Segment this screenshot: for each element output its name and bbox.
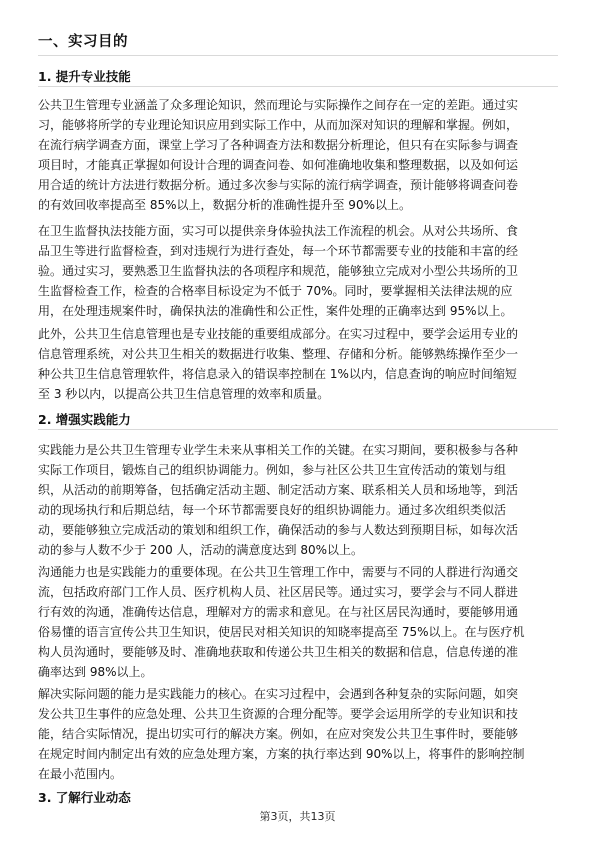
- subsection-divider-1: [38, 86, 558, 87]
- text-line: 用，在处理违规案件时，确保执法的准确性和公正性，案件处理的正确率达到 95%以上。: [38, 304, 513, 318]
- text-line: 俗易懂的语言宣传公共卫生知识，使居民对相关知识的知晓率提高至 75%以上。在与医疗机: [38, 625, 525, 639]
- text-line: 种公共卫生信息管理软件，将信息录入的错误率控制在 1%以内，信息查询的响应时间缩短: [38, 367, 517, 381]
- subsection-title-2: 2. 增强实践能力: [38, 412, 131, 427]
- page-footer: 第3页，共13页: [259, 810, 336, 823]
- text-line: 的有效回收率提高至 85%以上，数据分析的准确性提升至 90%以上。: [38, 198, 411, 212]
- text-line: 用合适的统计方法进行数据分析。通过多次参与实际的流行病学调查，预计能够将调查问卷: [38, 178, 519, 192]
- text-line: 动，要能够独立完成活动的策划和组织工作，确保活动的参与人数达到预期目标，如每次活: [38, 523, 519, 537]
- paragraph-2-2: [38, 562, 562, 682]
- text-line: 实际工作项目，锻炼自己的组织协调能力。例如，参与社区公共卫生宣传活动的策划与组: [38, 463, 507, 477]
- paragraph-2-3: [38, 684, 562, 784]
- text-line: 品卫生等进行监督检查，到对违规行为进行查处，每一个环节都需要专业的技能和丰富的经: [38, 244, 519, 258]
- text-line: 此外，公共卫生信息管理也是专业技能的重要组成部分。在实习过程中，要学会运用专业的: [38, 327, 519, 341]
- text-line: 解决实际问题的能力是实践能力的核心。在实习过程中，会遇到各种复杂的实际问题，如突: [38, 687, 519, 701]
- text-line: 生监督检查工作，检查的合格率目标设定为不低于 70%。同时，要掌握相关法律法规的应: [38, 284, 513, 298]
- text-line: 项目时，才能真正掌握如何设计合理的调查问卷、如何准确地收集和整理数据，以及如何运: [38, 158, 519, 172]
- text-line: 沟通能力也是实践能力的重要体现。在公共卫生管理工作中，需要与不同的人群进行沟通交: [38, 565, 519, 579]
- text-line: 构人员沟通时，要能够及时、准确地获取和传递公共卫生相关的数据和信息，信息传递的准: [38, 645, 519, 659]
- text-line: 动的参与人数不少于 200 人，活动的满意度达到 80%以上。: [38, 543, 364, 557]
- text-line: 织，从活动的前期筹备，包括确定活动主题、制定活动方案、联系相关人员和场地等，到活: [38, 483, 519, 497]
- text-line: 在最小范围内。: [38, 767, 123, 781]
- subsection-divider-2: [38, 429, 558, 430]
- paragraph-1-1: [38, 95, 562, 215]
- heading-divider: [38, 55, 558, 56]
- subsection-title-1: 1. 提升专业技能: [38, 69, 131, 84]
- text-line: 信息管理系统，对公共卫生相关的数据进行收集、整理、存储和分析。能够熟练操作至少一: [38, 347, 519, 361]
- paragraph-1-3: [38, 324, 562, 404]
- text-line: 在卫生监督执法技能方面，实习可以提供亲身体验执法工作流程的机会。从对公共场所、食: [38, 224, 519, 238]
- text-line: 动的现场执行和后期总结，每一个环节都需要良好的组织协调能力。通过多次组织类似活: [38, 503, 507, 517]
- text-line: 公共卫生管理专业涵盖了众多理论知识，然而理论与实际操作之间存在一定的差距。通过实: [38, 98, 519, 112]
- text-line: 能，结合实际情况，提出切实可行的解决方案。例如，在应对突发公共卫生事件时，要能够: [38, 727, 519, 741]
- paragraph-2-1: [38, 440, 562, 560]
- subsection-title-3: 3. 了解行业动态: [38, 790, 131, 805]
- text-line: 确率达到 98%以上。: [38, 665, 153, 679]
- text-line: 至 3 秒以内，以提高公共卫生信息管理的效率和质量。: [38, 387, 330, 401]
- text-line: 验。通过实习，要熟悉卫生监督执法的各项程序和规范，能够独立完成对小型公共场所的卫: [38, 264, 519, 278]
- text-line: 发公共卫生事件的应急处理、公共卫生资源的合理分配等。要学会运用所学的专业知识和技: [38, 707, 519, 721]
- text-line: 在规定时间内制定出有效的应急处理方案，方案的执行率达到 90%以上，将事件的影响控制: [38, 747, 525, 761]
- section-heading-1: 一、实习目的: [38, 34, 128, 50]
- text-line: 习，能够将所学的专业理论知识应用到实际工作中，从而加深对知识的理解和掌握。例如，: [38, 118, 519, 132]
- text-line: 实践能力是公共卫生管理专业学生未来从事相关工作的关键。在实习期间，要积极参与各种: [38, 443, 519, 457]
- text-line: 流，包括政府部门工作人员、医疗机构人员、社区居民等。通过实习，要学会与不同人群进: [38, 585, 519, 599]
- paragraph-1-2: [38, 221, 562, 321]
- text-line: 在流行病学调查方面，课堂上学习了各种调查方法和数据分析理论，但只有在实际参与调查: [38, 138, 519, 152]
- text-line: 行有效的沟通，准确传达信息，理解对方的需求和意见。在与社区居民沟通时，要能够用通: [38, 605, 519, 619]
